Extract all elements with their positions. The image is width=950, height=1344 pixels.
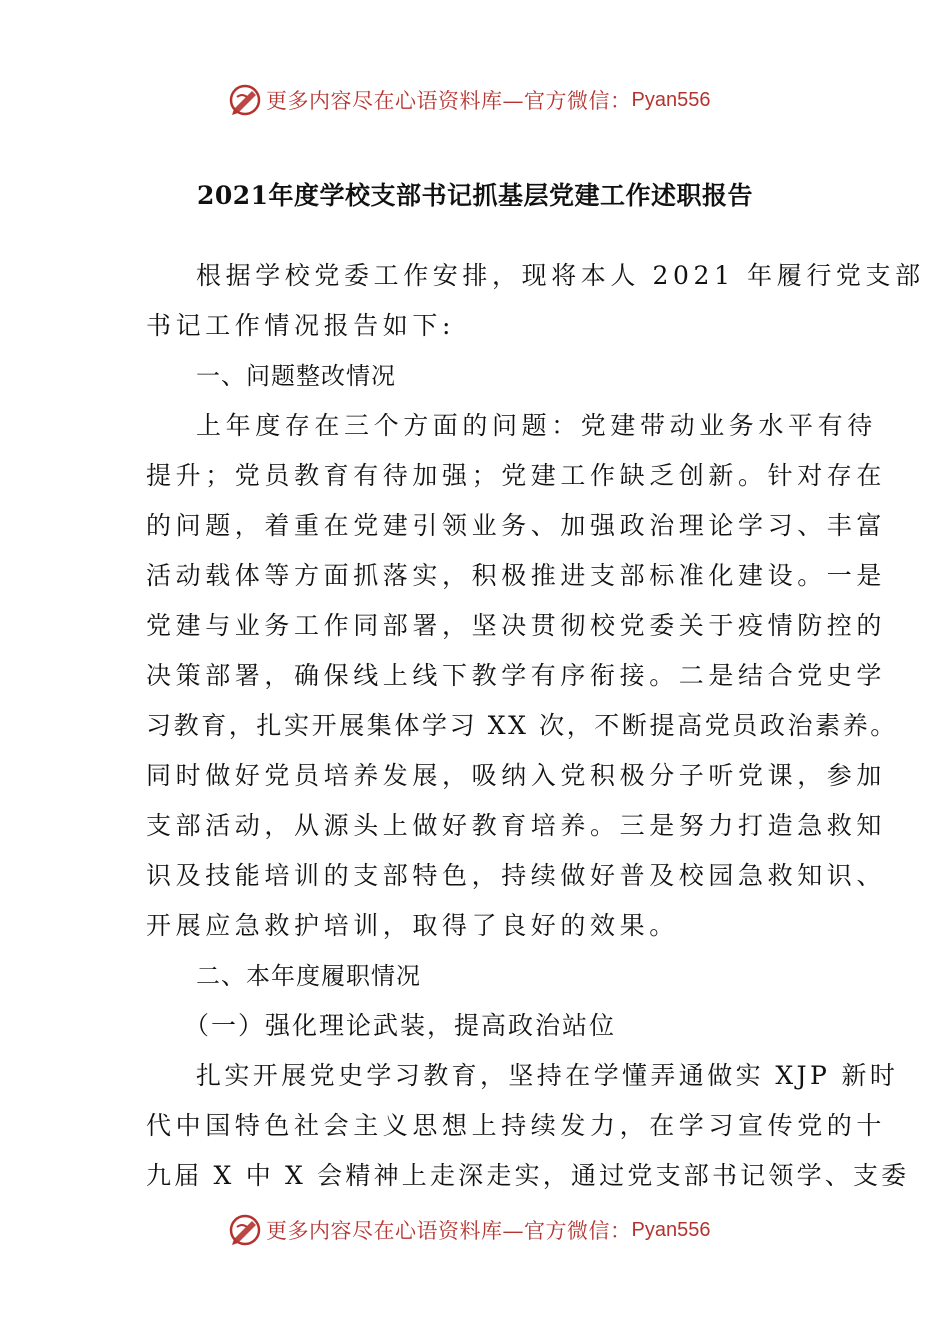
paragraph-line: 支部活动，从源头上做好教育培养。三是努力打造急救知 — [146, 811, 887, 840]
watermark-account: Pyan556 — [631, 88, 711, 111]
paragraph-line: 识及技能培训的支部特色，持续做好普及校园急救知识、 — [146, 861, 887, 890]
paragraph-line: 活动载体等方面抓落实，积极推进支部标准化建设。一是 — [146, 561, 887, 590]
section-heading: 一、问题整改情况 — [196, 362, 396, 390]
paragraph-line: 决策部署，确保线上线下教学有序衔接。二是结合党史学 — [146, 661, 887, 690]
paragraph-line: 同时做好党员培养发展，吸纳入党积极分子听党课，参加 — [146, 761, 887, 790]
paragraph-line: 扎实开展党史学习教育，坚持在学懂弄通做实 XJP 新时 — [196, 1061, 899, 1090]
paragraph-line: 九届 X 中 X 会精神上走深走实，通过党支部书记领学、支委 — [146, 1161, 910, 1190]
watermark-banner-bottom — [0, 1210, 950, 1250]
watermark-text: 更多内容尽在心语资料库—官方微信： — [266, 89, 632, 113]
watermark-account: Pyan556 — [631, 1218, 711, 1241]
pen-logo-icon — [228, 83, 262, 117]
pen-logo-icon — [228, 1213, 262, 1247]
paragraph-line: 党建与业务工作同部署，坚决贯彻校党委关于疫情防控的 — [146, 611, 887, 640]
paragraph-line: 上年度存在三个方面的问题：党建带动业务水平有待 — [196, 411, 877, 440]
section-heading: 二、本年度履职情况 — [196, 962, 421, 990]
paragraph-line: 习教育，扎实开展集体学习 XX 次，不断提高党员政治素养。 — [146, 711, 898, 740]
paragraph-line: 提升；党员教育有待加强；党建工作缺乏创新。针对存在 — [146, 461, 887, 490]
subsection-heading: （一）强化理论武装，提高政治站位 — [184, 1011, 617, 1040]
paragraph-line: 的问题，着重在党建引领业务、加强政治理论学习、丰富 — [146, 511, 887, 540]
watermark-text: 更多内容尽在心语资料库—官方微信： — [266, 1219, 632, 1243]
document-title: 2021年度学校支部书记抓基层党建工作述职报告 — [196, 181, 754, 210]
paragraph-line: 代中国特色社会主义思想上持续发力，在学习宣传党的十 — [146, 1111, 887, 1140]
paragraph-line: 根据学校党委工作安排，现将本人 2021 年履行党支部 — [196, 261, 925, 290]
paragraph-line: 开展应急救护培训，取得了良好的效果。 — [146, 911, 679, 940]
watermark-banner-top — [0, 80, 950, 120]
paragraph-line: 书记工作情况报告如下: — [146, 311, 456, 340]
